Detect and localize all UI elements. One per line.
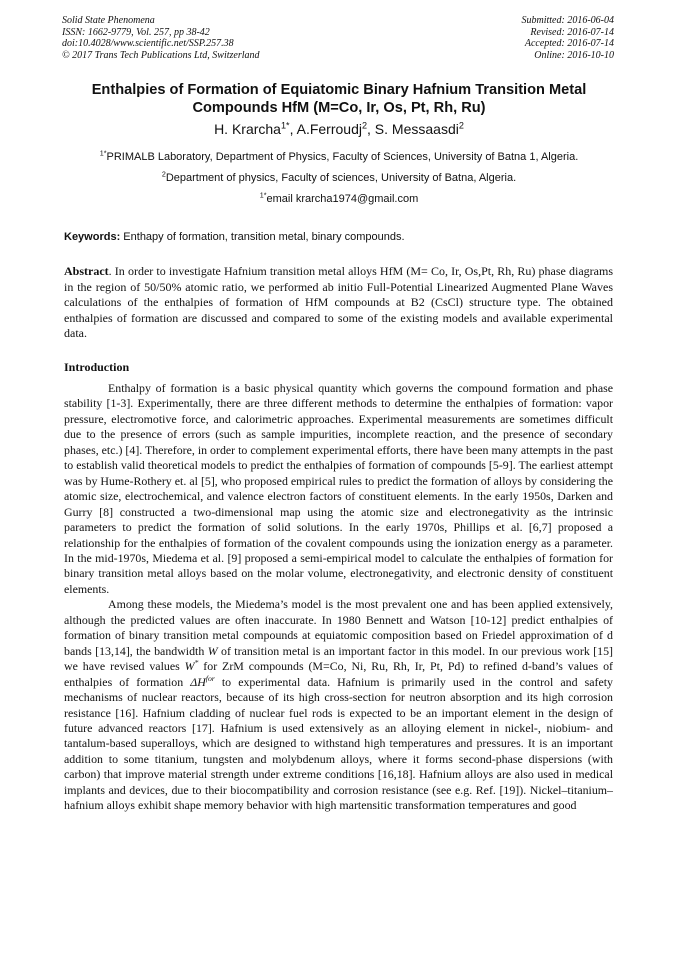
w-star-sup: * (194, 658, 199, 668)
issn: ISSN: 1662-9779, Vol. 257, pp 38-42 (62, 26, 210, 38)
author-2: , A.Ferroudj (289, 121, 362, 137)
keywords (64, 231, 614, 244)
introduction-body (64, 381, 613, 814)
journal-name: Solid State Phenomena (62, 15, 155, 26)
email-text: email krarcha1974@gmail.com (266, 193, 419, 205)
author-1-sup: 1* (280, 120, 290, 131)
paper-title (50, 82, 628, 117)
submitted-date: Submitted: 2016-06-04 (521, 15, 614, 26)
symbol-bandwidth-w: W (207, 643, 218, 658)
intro-paragraph-1: Enthalpy of formation is a basic physical quantity which governs the compound formation and phase stability [1-3]. Experimentally, there are three different methods to determine the enthalpies of formation: vapor pressure, electromotive force, and calorimetric approaches. Experimental measurements are sometimes difficult due to the presence of errors (such as sample impurities, incomplete reaction, and the presence of secondary phases, etc.) [4]. Therefore, in order to complement experimental efforts, there have been many attempts in the past to establish valid theoretical models to predict the enthalpies of formation of compounds [5-9]. The earliest attempt was by Hume-Rothery et. al [5], who proposed empirical rules to predict the formation of alloys by considering the atomic size, electrochemical, and valence electron factors of constituent elements. In the early 1950s, Darken and Gurry [8] constructed a two-dimensional map using the atomic size and electronegativity as the intrinsic parameters to predict the formation of solid solutions. In the early 1970s, Phillips et al. [6,7] proposed a relationship for the enthalpies of formation of the covalent compounds using the ionization energy as a parameter. In the mid-1970s, Miedema et al. [9] proposed a semi-empirical model to calculate the enthalpies of formation for binary transition metal alloys based on the molar volume, electronegativity, and electronic density of constituent elements. (64, 381, 613, 596)
article-dates (522, 15, 615, 62)
delta-h-base: ΔH (190, 674, 206, 689)
affiliation-2-sup: 2 (161, 170, 166, 179)
symbol-delta-h-for (190, 675, 215, 689)
p2-part-b: of transition metal is an important factor in this model. In our previous work [15] we have revised values (64, 643, 613, 674)
section-heading-introduction: Introduction (64, 360, 130, 374)
abstract-label: Abstract (64, 264, 109, 278)
author-3: , S. Messaasdi (367, 121, 459, 137)
title-line-1: Enthalpies of Formation of Equiatomic Binary Hafnium Transition Metal (91, 82, 587, 98)
author-list (50, 121, 628, 137)
accepted-date: Accepted: 2016-07-14 (524, 38, 614, 50)
symbol-w-star (185, 659, 199, 673)
author-3-sup: 2 (458, 120, 464, 131)
p2-part-d: to experimental data. Hafnium is primarily used in the control and safety mechanisms of nuclear reactors, because of its high cross-section for neutron absorption and its high corrosion resistance [16]. Hafnium cladding of nuclear fuel rods is expected to be an important element in the design of future advanced reactors [17]. Hafnium is used extensively as an alloying element in nickel-, niobium- and tantalum-based superalloys, which are designed to withstand high temperatures and pressures. It is an important addition to some titanium, tungsten and molybdenum alloys, where it forms second-phase dispersions (with carbon) that improve material strength under extreme conditions [16,18]. Hafnium alloys are also used in medical implants and devices, due to their biocompatibility and corrosion resistance (see e.g. Ref. [19]). Nickel–titanium–hafnium alloys exhibit shape memory behavior with high martensitic transformation temperatures and good (64, 674, 613, 813)
doi: doi:10.4028/www.scientific.net/SSP.257.38 (62, 38, 234, 50)
author-1: H. Krarcha (214, 121, 281, 137)
author-2-sup: 2 (361, 120, 368, 131)
online-date: Online: 2016-10-10 (534, 50, 614, 62)
author-email (50, 193, 628, 206)
abstract (64, 264, 613, 342)
affiliation-2-text: Department of physics, Faculty of sciences, University of Batna, Algeria. (165, 172, 517, 184)
affiliation-1-sup: 1* (99, 149, 107, 158)
journal-info (62, 15, 260, 62)
affiliation-1-text: PRIMALB Laboratory, Department of Physics, Faculty of Sciences, University of Batna 1, Algeria. (106, 151, 579, 163)
affiliation-2 (50, 172, 628, 185)
copyright: © 2017 Trans Tech Publications Ltd, Switzerland (62, 50, 260, 62)
w-star-base: W (184, 659, 195, 674)
delta-h-sup: for (205, 673, 215, 683)
email-sup: 1* (259, 191, 267, 200)
affiliation-1 (50, 151, 628, 164)
p2-part-a: Among these models, the Miedema’s model is the most prevalent one and has been applied extensively, although the predicted values are often inaccurate. In 1980 Bennett and Watson [10-12] predict enthalpies of formation of binary transition metal compounds at equiatomic composition based on Friedel approximation of d bands [13,14], the bandwidth (64, 597, 613, 658)
title-line-2: Compounds HfM (M=Co, Ir, Os, Pt, Rh, Ru) (192, 99, 486, 116)
p2-part-c: for ZrM compounds (M=Co, Ni, Ru, Rh, Ir, Pt, Pd) to refined d-band’s values of enthalpies of formation (64, 659, 613, 689)
abstract-text: . In order to investigate Hafnium transition metal alloys HfM (M= Co, Ir, Os,Pt, Rh, Ru) phase diagrams in the region of 50/50% atomic ratio, we performed ab initio Full-Potential Linearized Augmented Plane Waves calculations of the enthalpies of formation of HfM compounds at B2 (CsCl) structure type. The obtained enthalpies of formation are discussed and compared to some of the existing models and available experimental data. (64, 264, 613, 340)
intro-paragraph-2 (64, 597, 613, 813)
revised-date: Revised: 2016-07-14 (530, 26, 614, 38)
keywords-label: Keywords: (64, 231, 121, 243)
keywords-text: Enthapy of formation, transition metal, binary compounds. (120, 231, 405, 243)
